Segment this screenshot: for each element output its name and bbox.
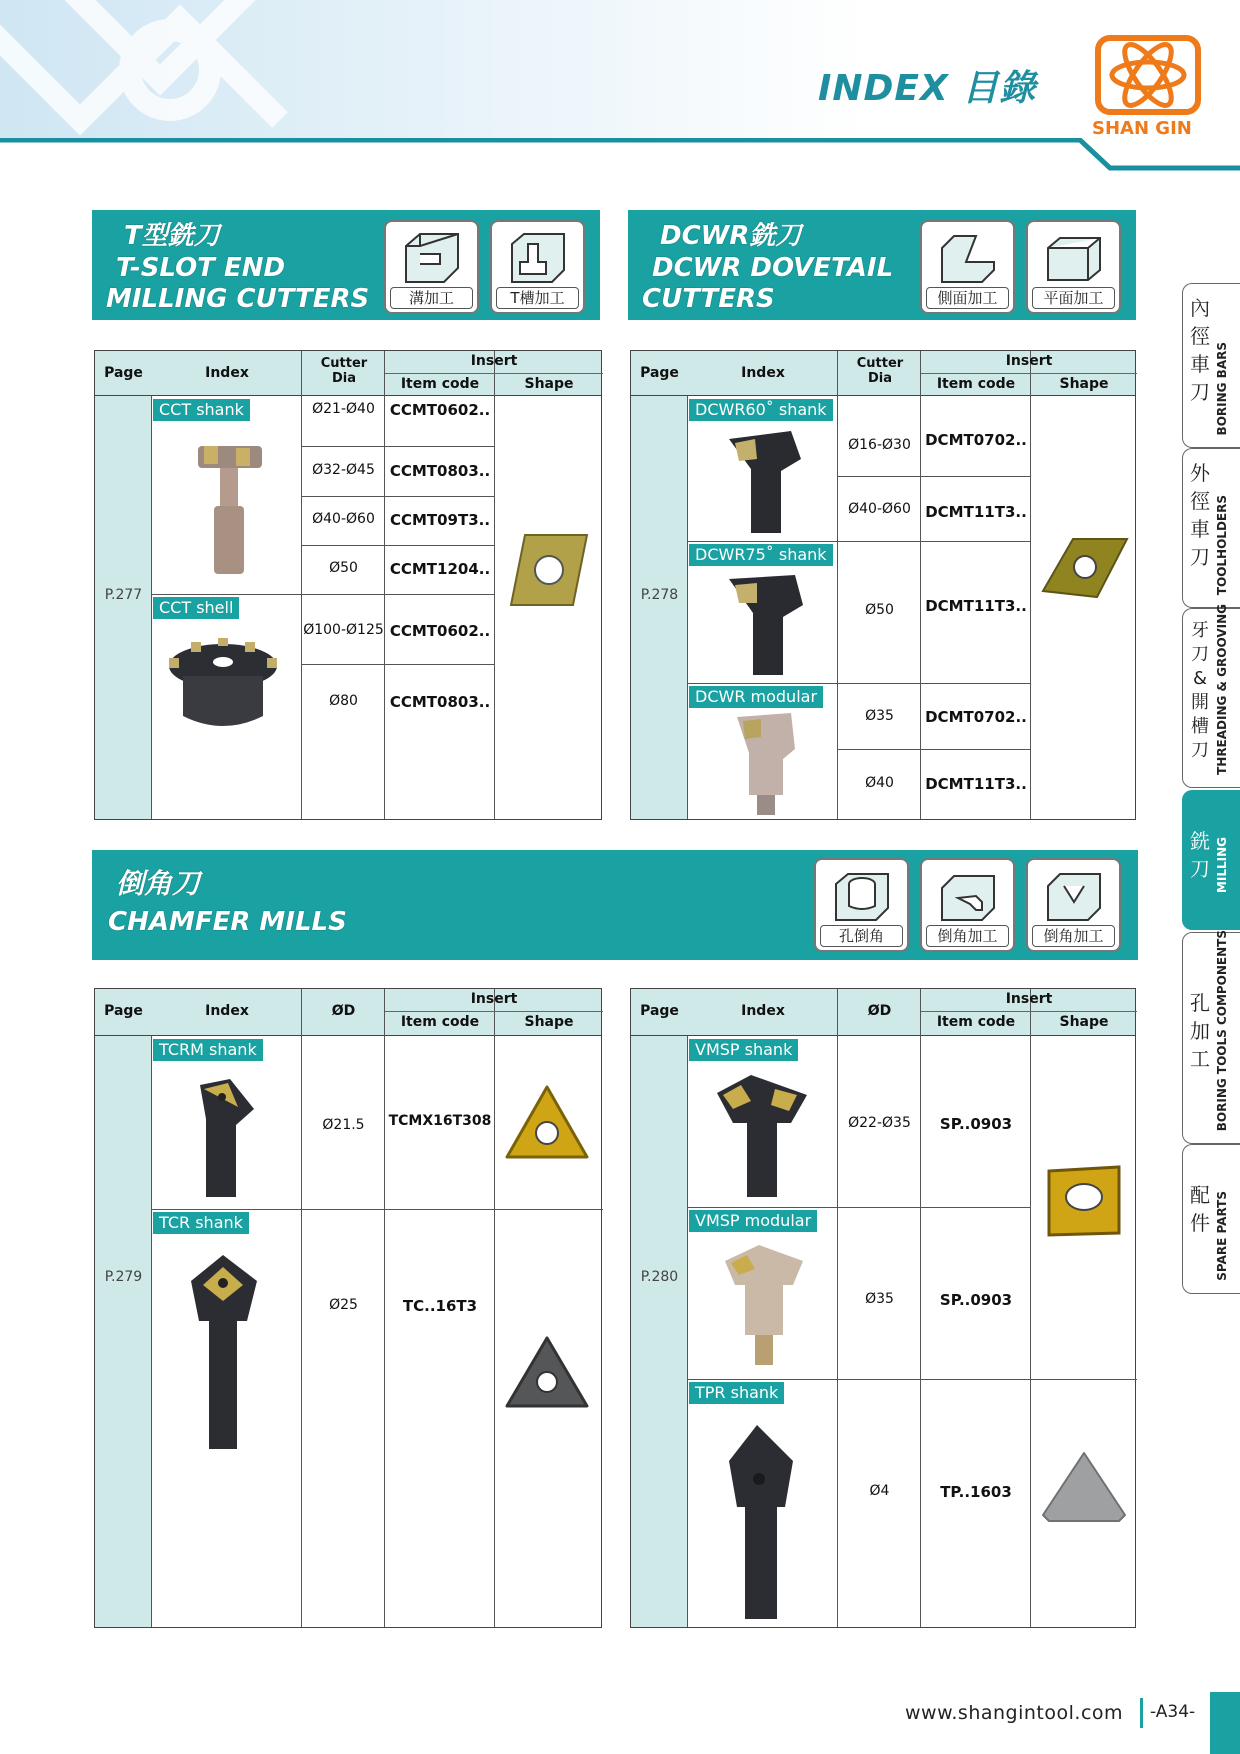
tcrm-shank-tool-icon [190, 1075, 260, 1199]
header-background [0, 0, 1240, 142]
tslot-banner [92, 210, 600, 320]
tab-label-zh: 牙刀&開槽刀 [1191, 620, 1209, 761]
dcwr-title-en2: CUTTERS [642, 284, 775, 314]
item-code: TP..1603 [940, 1483, 1012, 1501]
tab-milling[interactable] [1182, 790, 1240, 930]
tab-label-zh: 孔加工 [1190, 991, 1210, 1071]
cutter-dia: Ø40-Ø60 [848, 501, 911, 517]
page-column [631, 989, 688, 1627]
page-number: -A34- [1150, 1702, 1196, 1722]
tab-label-zh: 外徑車刀 [1190, 461, 1210, 569]
tslot-title-zh: T型銑刀 [124, 221, 220, 251]
cct-shell-tool-icon [163, 636, 283, 736]
header-item-code: Item code [936, 376, 1016, 392]
header-pattern-icon [0, 0, 340, 142]
header-item-code: Item code [400, 1014, 480, 1030]
tab-label-zh: 內徑車刀 [1190, 296, 1210, 404]
chamfer-banner [92, 850, 1138, 960]
cutter-dia: Ø40 [865, 775, 894, 791]
header-dia: Cutter Dia [320, 356, 368, 386]
group-label: CCT shank [153, 399, 250, 421]
tab-label-zh: 配件 [1190, 1183, 1210, 1235]
header-dia: ØD [867, 1003, 892, 1019]
item-code: TCMX16T308 [388, 1113, 492, 1129]
icon-caption: 倒角加工 [926, 925, 1009, 947]
header-index: Index [741, 365, 785, 381]
tslot-title-en1: T-SLOT END [116, 253, 286, 283]
cutter-dia: Ø16-Ø30 [848, 437, 911, 453]
tab-threading-grooving[interactable] [1182, 604, 1240, 788]
icon-caption: 平面加工 [1032, 287, 1115, 309]
header-shape: Shape [524, 1014, 574, 1030]
header-shape: Shape [1059, 1014, 1109, 1030]
header-divider [0, 138, 1240, 172]
dia: Ø21.5 [322, 1117, 365, 1133]
header-page: Page [104, 365, 143, 381]
website-link[interactable]: www.shangintool.com [905, 1702, 1124, 1724]
page-ref[interactable]: P.277 [104, 587, 143, 603]
edge-chamfer-icon [920, 858, 1015, 952]
header-index: Index [205, 1003, 249, 1019]
tab-boring-bars[interactable] [1182, 283, 1240, 448]
header-page: Page [104, 1003, 143, 1019]
group-label: VMSP shank [689, 1039, 798, 1061]
icon-caption: 倒角加工 [1032, 925, 1115, 947]
brand-name: SHAN GIN [1092, 118, 1192, 139]
group-label: TCR shank [153, 1212, 249, 1234]
tab-boring-tools-components[interactable] [1182, 929, 1240, 1144]
chamfer-title-en: CHAMFER MILLS [108, 907, 347, 937]
header-index: Index [205, 365, 249, 381]
chamfer-left-table [94, 988, 602, 1628]
shan-gin-logo-icon [1095, 35, 1201, 115]
group-label: DCWR60˚ shank [689, 399, 833, 421]
header-dia: ØD [331, 1003, 356, 1019]
cutter-dia: Ø80 [329, 693, 358, 709]
group-label: TCRM shank [153, 1039, 263, 1061]
groove-machining-icon [384, 220, 479, 314]
tslot-title-en2: MILLING CUTTERS [106, 284, 370, 314]
group-label: VMSP modular [689, 1210, 817, 1232]
page-column [95, 351, 152, 819]
item-code: DCMT11T3.. [925, 597, 1027, 615]
item-code: CCMT0803.. [389, 462, 491, 480]
hole-chamfer-icon [814, 858, 909, 952]
item-code: DCMT11T3.. [925, 775, 1027, 793]
tab-label-en: MILLING [1215, 836, 1229, 893]
group-label: TPR shank [689, 1382, 784, 1404]
tab-label-en: BORING TOOLS COMPONENTS [1215, 929, 1229, 1131]
tab-label-en: THREADING & GROOVING [1215, 604, 1229, 775]
header-item-code: Item code [936, 1014, 1016, 1030]
page-ref[interactable]: P.278 [640, 587, 679, 603]
item-code: SP..0903 [939, 1291, 1013, 1309]
dia: Ø35 [865, 1291, 894, 1307]
tcr-shank-tool-icon [183, 1251, 263, 1451]
cutter-dia: Ø50 [329, 560, 358, 576]
sp-insert-shape-icon [1043, 1163, 1125, 1239]
groove-chamfer-icon [1026, 858, 1121, 952]
dcwr60-shank-tool-icon [721, 429, 811, 537]
dcwr-title-en1: DCWR DOVETAIL [652, 253, 894, 283]
icon-caption: T槽加工 [496, 287, 579, 309]
page-ref[interactable]: P.279 [104, 1269, 143, 1285]
item-code: CCMT0803.. [389, 693, 491, 711]
header-insert: Insert [1005, 353, 1053, 369]
chamfer-right-table [630, 988, 1136, 1628]
side-machining-icon [920, 220, 1015, 314]
tab-label-en: SPARE PARTS [1215, 1191, 1229, 1281]
t-slot-machining-icon [490, 220, 585, 314]
cutter-dia: Ø40-Ø60 [312, 511, 375, 527]
header-dia: Cutter Dia [856, 356, 904, 386]
header-shape: Shape [524, 376, 574, 392]
vmsp-shank-tool-icon [711, 1071, 811, 1199]
page-ref[interactable]: P.280 [640, 1269, 679, 1285]
ccmt-insert-shape-icon [507, 531, 591, 609]
header-item-code: Item code [400, 376, 480, 392]
icon-caption: 溝加工 [390, 287, 473, 309]
cutter-dia: Ø50 [865, 602, 894, 618]
item-code: TC..16T3 [402, 1297, 478, 1315]
tcmx-insert-shape-icon [503, 1083, 591, 1161]
dia: Ø22-Ø35 [848, 1115, 911, 1131]
footer-divider [1140, 1698, 1143, 1728]
dcwr-title-zh: DCWR銑刀 [660, 221, 802, 251]
dcwr-banner [628, 210, 1136, 320]
group-label: DCWR75˚ shank [689, 544, 833, 566]
dcwr-modular-tool-icon [731, 709, 801, 817]
tab-label-zh: 銑刀 [1190, 829, 1210, 881]
tab-toolholders[interactable] [1182, 448, 1240, 608]
group-label: DCWR modular [689, 686, 823, 708]
dcmt-insert-shape-icon [1039, 533, 1131, 603]
item-code: SP..0903 [939, 1115, 1013, 1133]
cutter-dia: Ø32-Ø45 [312, 462, 375, 478]
footer-accent-block [1210, 1692, 1240, 1754]
item-code: CCMT1204.. [389, 560, 491, 578]
tab-label-en: TOOLHOLDERS [1215, 494, 1229, 595]
tp-insert-shape-icon [1039, 1449, 1129, 1525]
tc-insert-shape-icon [503, 1334, 591, 1410]
dcwr-table [630, 350, 1136, 820]
icon-caption: 孔倒角 [820, 925, 903, 947]
item-code: DCMT0702.. [925, 708, 1027, 726]
item-code: DCMT0702.. [925, 431, 1027, 449]
header-index: Index [741, 1003, 785, 1019]
page-column [631, 351, 688, 819]
face-machining-icon [1026, 220, 1121, 314]
item-code: DCMT11T3.. [925, 503, 1027, 521]
dcwr75-shank-tool-icon [721, 571, 811, 679]
page-title: INDEX 目錄 [818, 68, 1037, 109]
header-page: Page [640, 365, 679, 381]
page-column [95, 989, 152, 1627]
dia: Ø4 [869, 1483, 890, 1499]
item-code: CCMT0602.. [389, 622, 491, 640]
tslot-table [94, 350, 602, 820]
header-insert: Insert [1005, 991, 1053, 1007]
item-code: CCMT0602.. [389, 401, 491, 419]
chamfer-title-zh: 倒角刀 [116, 867, 201, 900]
cutter-dia: Ø35 [865, 708, 894, 724]
icon-caption: 側面加工 [926, 287, 1009, 309]
cutter-dia: Ø21-Ø40 [312, 401, 375, 417]
dia: Ø25 [329, 1297, 358, 1313]
header-insert: Insert [470, 991, 518, 1007]
header-shape: Shape [1059, 376, 1109, 392]
cct-shank-tool-icon [190, 436, 270, 576]
tab-spare-parts[interactable] [1182, 1144, 1240, 1294]
group-label: CCT shell [153, 597, 239, 619]
vmsp-modular-tool-icon [719, 1241, 809, 1367]
tab-label-en: BORING BARS [1215, 341, 1229, 435]
cutter-dia: Ø100-Ø125 [303, 622, 384, 638]
tpr-shank-tool-icon [721, 1421, 801, 1621]
header-insert: Insert [470, 353, 518, 369]
header-page: Page [640, 1003, 679, 1019]
item-code: CCMT09T3.. [389, 511, 491, 529]
